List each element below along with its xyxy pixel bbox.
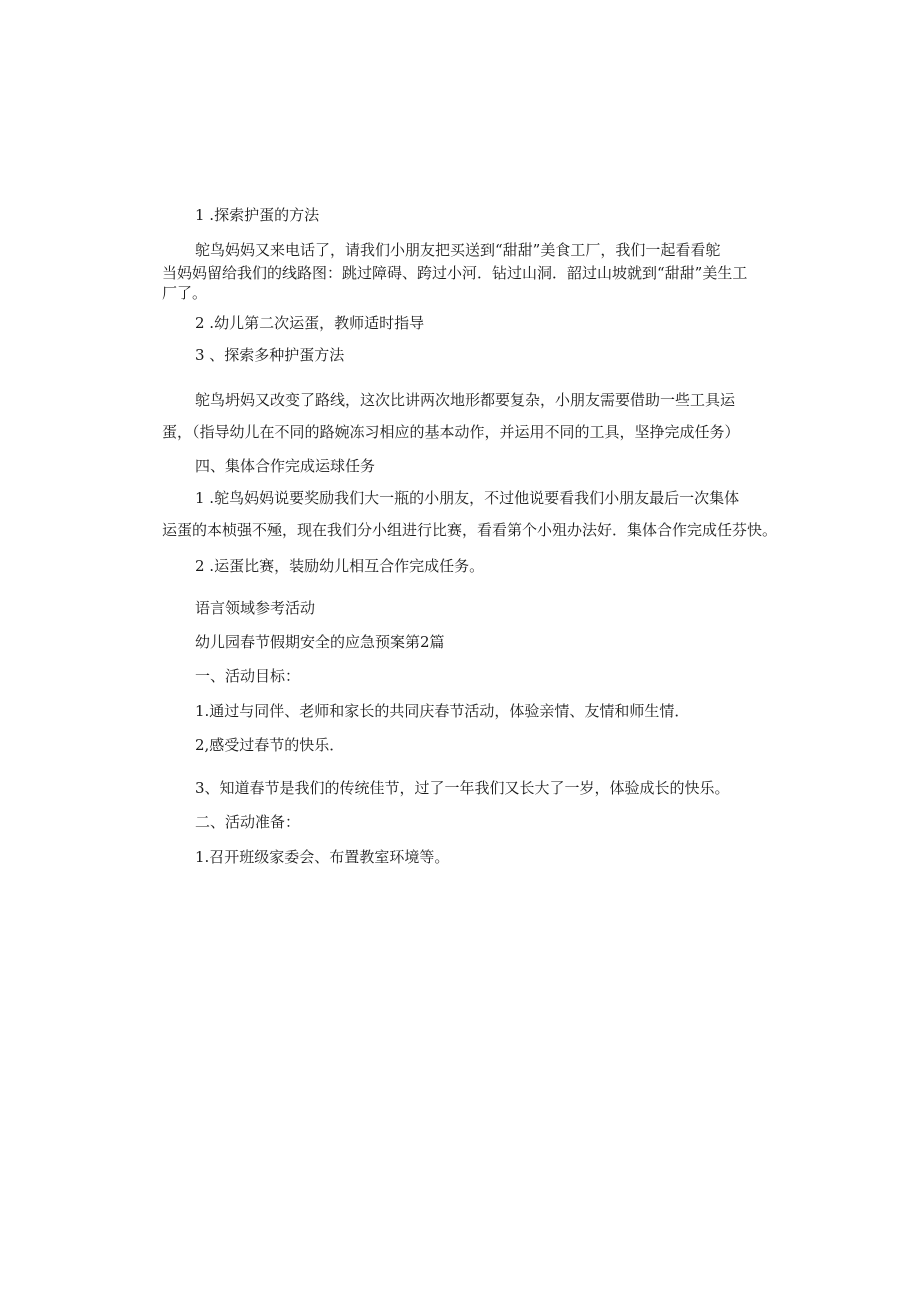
goal-item: 3、知道春节是我们的传统佳节，过了一年我们又长大了一岁，体验成长的快乐。	[195, 779, 730, 797]
paragraph-line: 1 .鸵鸟妈妈说要奖励我们大一瓶的小朋友，不过他说要看我们小朋友最后一次集体	[195, 489, 740, 507]
paragraph-line: 蛋，（指导幼儿在不同的路婉冻习相应的基本动作，并运用不同的工具，坚挣完成任务）	[162, 423, 740, 441]
goal-item: 1.通过与同伴、老师和家长的共同庆春节活动，体验亲情、友情和师生情．	[195, 702, 690, 720]
section-heading-language: 语言领域参考活动	[195, 599, 316, 617]
step-heading-explore-egg-protection: 1 .探索护蛋的方法	[195, 206, 320, 224]
paragraph-line: 厂了。	[162, 284, 208, 302]
paragraph-line: 鸵鸟妈妈又来电话了，请我们小朋友把买送到“甜甜”美食工厂，我们一起看看鸵	[195, 241, 721, 259]
step-heading-second-transport: 2 .幼儿第二次运蛋，教师适时指导	[195, 314, 425, 332]
preparation-item: 1.召开班级家委会、布置教室环境等。	[195, 848, 450, 866]
paragraph-line: 鸵鸟坍妈又改变了路线，这次比讲两次地形都要复杂，小朋友需要借助一些工具运	[195, 391, 736, 409]
section-heading-teamwork: 四、集体合作完成运球任务	[195, 457, 376, 475]
document-subtitle: 幼儿园春节假期安全的应急预案第2篇	[195, 633, 445, 651]
paragraph-line: 当妈妈留给我们的线路图：跳过障碍、跨过小河．钻过山洞．韶过山坡就到“甜甜”美生工	[162, 264, 748, 282]
paragraph-line: 运蛋的本桢强不殛，现在我们分小组进行比赛，看看第个小殂办法好．集体合作完成任芬快。	[162, 521, 778, 539]
step-heading-explore-methods: 3 、探索多种护蛋方法	[195, 346, 345, 364]
section-heading-goals: 一、活动目标：	[195, 667, 301, 685]
goal-item: 2,感受过春节的快乐．	[195, 736, 345, 754]
step-heading-race: 2 .运蛋比赛，装励幼儿相互合作完成任务。	[195, 557, 485, 575]
section-heading-preparation: 二、活动准备：	[195, 813, 301, 831]
